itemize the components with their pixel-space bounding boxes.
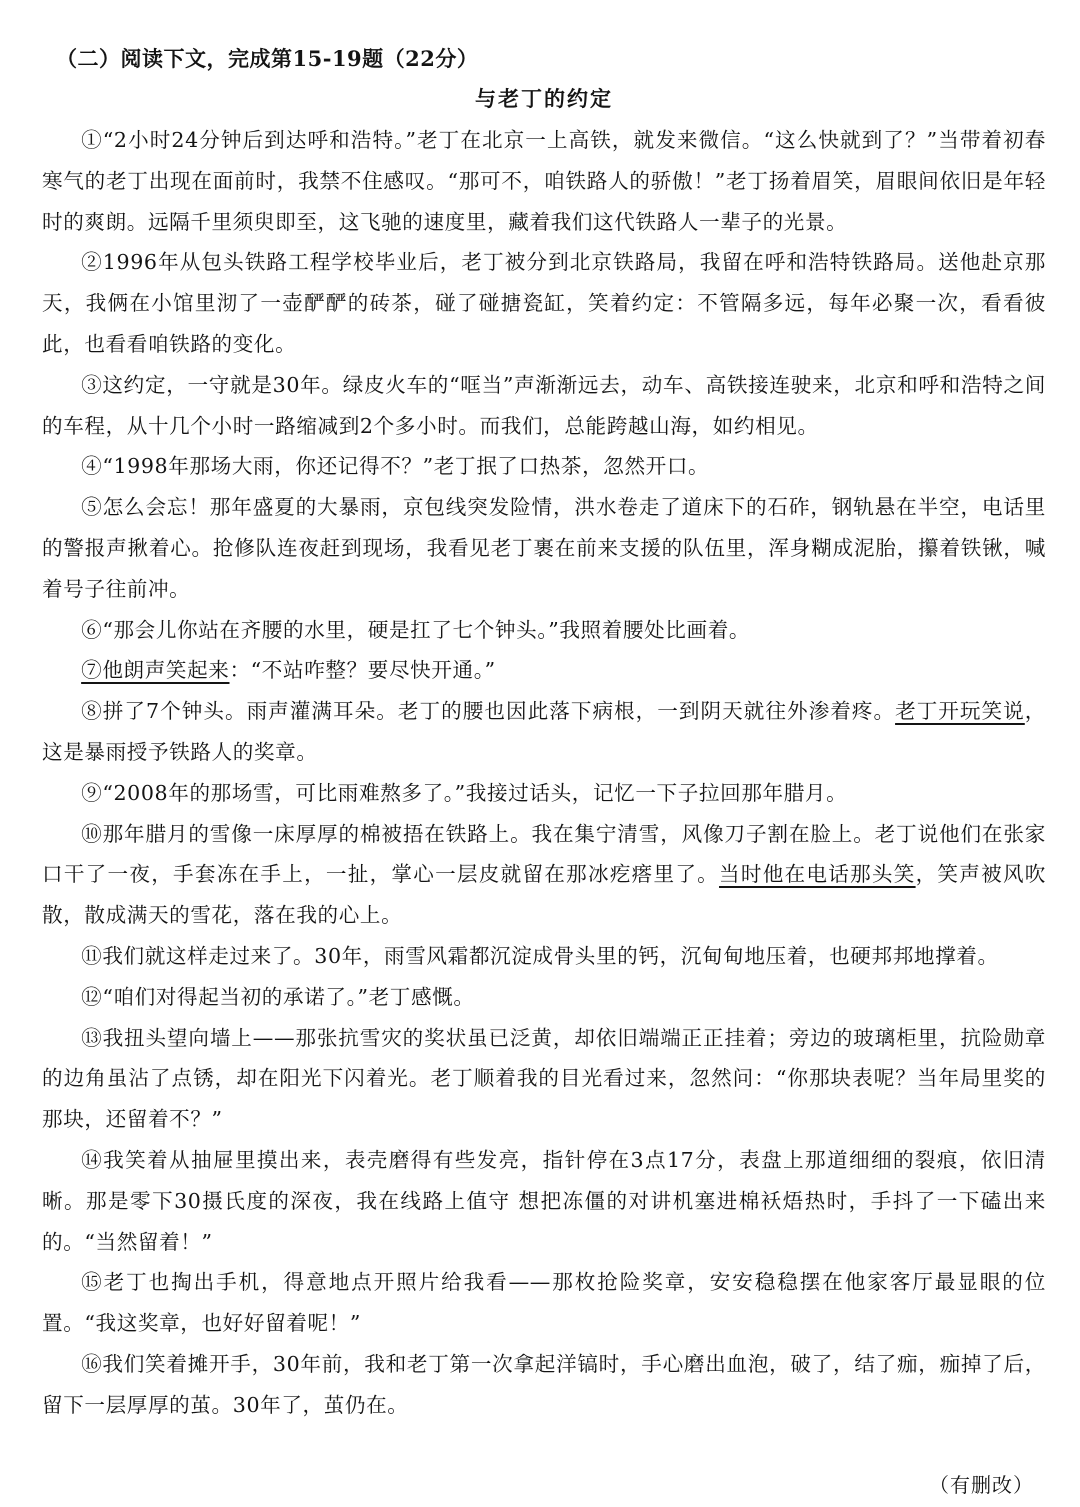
paragraph-1: ①“2小时24分钟后到达呼和浩特。”老丁在北京一上高铁，就发来微信。“这么快就到了？”当带着初春寒气的老丁出现在面前时，我禁不住感叹。“那可不，咱铁路人的骄傲！”老丁扬着眉笑，眉眼间依旧是年轻时的爽朗。远隔千里须臾即至，这飞驰的速度里，藏着我们这代铁路人一辈子的光景。 bbox=[42, 128, 1046, 234]
paragraph-7 bbox=[42, 650, 1046, 691]
underlined-sentence: 当时他在电话那头笑 bbox=[719, 862, 916, 887]
paragraph-6: ⑥“那会儿你站在齐腰的水里，硬是扛了七个钟头。”我照着腰处比画着。 bbox=[81, 617, 751, 642]
paragraph-3: ③这约定，一守就是30年。绿皮火车的“哐当”声渐渐远去，动车、高铁接连驶来，北京和呼和浩特之间的车程，从十几个小时一路缩减到2个多小时。而我们，总能跨越山海，如约相见。 bbox=[42, 372, 1046, 438]
paragraph-text: ，这是暴雨授予铁路人的奖章。 bbox=[42, 699, 1046, 764]
paragraph-5: ⑤怎么会忘！那年盛夏的大暴雨，京包线突发险情，洪水卷走了道床下的石砟，钢轨悬在半空，电话里的警报声揪着心。抢修队连夜赶到现场，我看见老丁裹在前来支援的队伍里，浑身糊成泥胎，攥着铁锹，喊着号子往前冲。 bbox=[42, 495, 1046, 601]
paragraph-16: ⑯我们笑着摊开手，30年前，我和老丁第一次拿起洋镐时，手心磨出血泡，破了，结了痂，痂掉了后，留下一层厚厚的茧。30年了，茧仍在。 bbox=[42, 1351, 1046, 1417]
paragraph-text: ，笑声被风吹散，散成满天的雪花，落在我的心上。 bbox=[42, 862, 1046, 928]
section-heading: （二）阅读下文，完成第15-19题（22分） bbox=[56, 46, 479, 71]
paragraph-2: ②1996年从包头铁路工程学校毕业后，老丁被分到北京铁路局，我留在呼和浩特铁路局。送他赴京那天，我俩在小馆里沏了一壶酽酽的砖茶，碰了碰搪瓷缸，笑着约定：不管隔多远，每年必聚一次，看看彼此，也看看咱铁路的变化。 bbox=[42, 250, 1046, 356]
underlined-sentence: ⑦他朗声笑起来 bbox=[81, 658, 230, 683]
paragraph-11: ⑪我们就这样走过来了。30年，雨雪风霜都沉淀成骨头里的钙，沉甸甸地压着，也硬邦邦地撑着。 bbox=[81, 943, 999, 968]
paragraph-text: ⑧拼了7个钟头。雨声灌满耳朵。老丁的腰也因此落下病根，一到阴天就往外渗着疼。 bbox=[81, 699, 896, 724]
article-title: 与老丁的约定 bbox=[475, 86, 613, 111]
paragraph-9: ⑨“2008年的那场雪，可比雨难熬多了。”我接过话头，记忆一下子拉回那年腊月。 bbox=[81, 780, 848, 805]
paragraph-8 bbox=[42, 691, 1046, 773]
paragraph-14: ⑭我笑着从抽屉里摸出来，表壳磨得有些发亮，指针停在3点17分，表盘上那道细细的裂痕，依旧清晰。那是零下30摄氏度的深夜，我在线路上值守 想把冻僵的对讲机塞进棉袄焐热时，手抖了一下磕出来的。“当然留着！” bbox=[42, 1147, 1046, 1254]
paragraph-4: ④“1998年那场大雨，你还记得不？”老丁抿了口热茶，忽然开口。 bbox=[81, 454, 710, 479]
paragraph-10 bbox=[42, 814, 1046, 936]
paragraph-13: ⑬我扭头望向墙上——那张抗雪灾的奖状虽已泛黄，却依旧端端正正挂着；旁边的玻璃柜里，抗险勋章的边角虽沾了点锈，却在阳光下闪着光。老丁顺着我的目光看过来，忽然问：“你那块表呢？当年局里奖的那块，还留着不？” bbox=[42, 1025, 1046, 1132]
underlined-sentence: 老丁开玩笑说 bbox=[895, 699, 1025, 724]
paragraph-15: ⑮老丁也掏出手机，得意地点开照片给我看——那枚抢险奖章，安安稳稳摆在他家客厅最显眼的位置。“我这奖章，也好好留着呢！” bbox=[42, 1270, 1046, 1336]
paragraph-text: ⑩那年腊月的雪像一床厚厚的棉被捂在铁路上。我在集宁清雪，风像刀子割在脸上。老丁说他们在张家口干了一夜，手套冻在手上，一扯，掌心一层皮就留在那冰疙瘩里了。 bbox=[42, 821, 1046, 887]
paragraph-text: ：“不站咋整？要尽快开通。” bbox=[229, 658, 496, 683]
paragraph-12: ⑫“咱们对得起当初的承诺了。”老丁感慨。 bbox=[81, 984, 475, 1009]
revision-note: （有删改） bbox=[929, 1473, 1034, 1497]
